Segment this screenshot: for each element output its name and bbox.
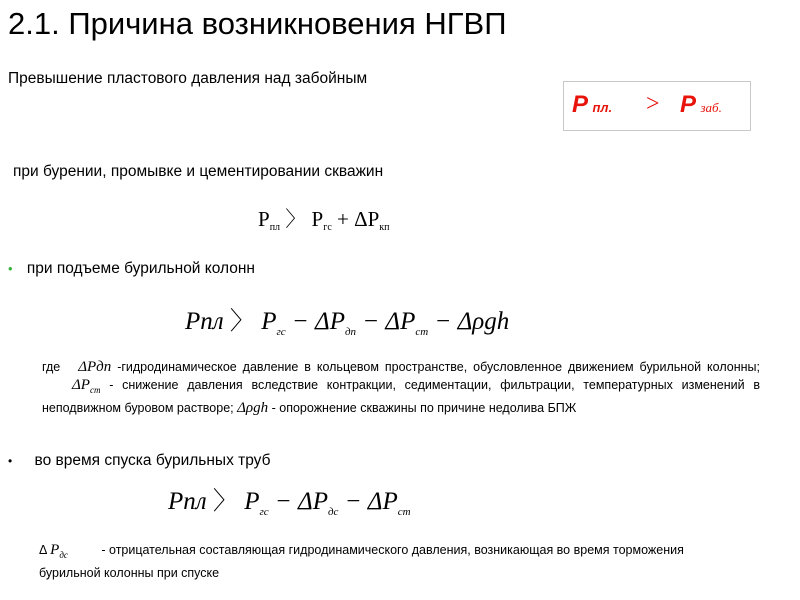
explanation-paragraph bbox=[42, 358, 760, 417]
f1-s1: пл bbox=[269, 222, 281, 233]
pressure-inequality-box bbox=[563, 81, 751, 131]
f2-bs: гс bbox=[276, 326, 286, 338]
note-symbol-sub: дс bbox=[59, 550, 68, 560]
sym-dp-static-main: ΔP bbox=[72, 377, 90, 393]
inequality-left-symbol: P bbox=[572, 91, 589, 118]
text-rho-gh: - опорожнение скважины по причине недолива БПЖ bbox=[271, 401, 577, 415]
f3-a: Pпл bbox=[168, 488, 207, 515]
note-text: - отрицательная составляющая гидродинамического давления, возникающая во время торможения бурильной колонны при спуске bbox=[39, 543, 684, 580]
inequality-right-sub: заб. bbox=[700, 100, 722, 115]
formula-drilling bbox=[258, 203, 390, 233]
f1-op: 〉 bbox=[285, 207, 307, 231]
inequality-operator: > bbox=[646, 91, 660, 117]
f3-op: 〉 bbox=[212, 488, 238, 515]
f2-c: − ΔP bbox=[291, 308, 345, 335]
f1-p1: P bbox=[258, 207, 270, 231]
sym-dp-static-sub: ст bbox=[89, 385, 101, 395]
bullet-icon: • bbox=[8, 261, 13, 276]
formula-tripping-out bbox=[185, 301, 509, 338]
section-tripping-in-label: во время спуска бурильных труб bbox=[34, 452, 271, 469]
f3-ds: ст bbox=[397, 506, 411, 518]
sym-dp-static bbox=[72, 377, 100, 393]
section-drilling: при бурении, промывке и цементировании скважин bbox=[13, 163, 384, 180]
section-tripping-in bbox=[8, 452, 270, 470]
f2-e: − Δρgh bbox=[434, 308, 510, 335]
section-tripping-out bbox=[8, 260, 255, 278]
f2-op: 〉 bbox=[229, 308, 255, 335]
sym-dp-annulus: ΔPдп bbox=[78, 359, 112, 375]
inequality-right-symbol: P bbox=[680, 91, 697, 118]
f3-d: − ΔP bbox=[344, 488, 398, 515]
f1-p2: P bbox=[311, 207, 324, 231]
f2-a: Pпл bbox=[185, 308, 224, 335]
note-symbol-main: P bbox=[50, 542, 60, 558]
sym-rho-gh: Δρgh bbox=[237, 400, 269, 416]
f1-plus: + ΔP bbox=[337, 207, 380, 231]
section-tripping-out-label: при подъеме бурильной колонн bbox=[26, 260, 255, 277]
note-symbol bbox=[50, 542, 68, 558]
f3-cs: дс bbox=[327, 506, 339, 518]
subtitle: Превышение пластового давления над забойным bbox=[8, 70, 368, 87]
where-label: где bbox=[42, 360, 61, 374]
f1-s3: кп bbox=[379, 222, 390, 233]
f3-b: P bbox=[244, 488, 260, 515]
f2-cs: дп bbox=[344, 326, 357, 338]
f3-c: − ΔP bbox=[274, 488, 328, 515]
formula-tripping-in bbox=[168, 481, 411, 518]
bullet-icon: • bbox=[8, 454, 13, 468]
f3-bs: гс bbox=[259, 506, 269, 518]
note-delta: Δ bbox=[39, 543, 47, 557]
f1-s2: гс bbox=[323, 222, 332, 233]
text-dp-annulus: -гидродинамическое давление в кольцевом пространстве, обусловленное движением бурильной колонны; bbox=[117, 360, 760, 374]
page-title: 2.1. Причина возникновения НГВП bbox=[8, 6, 507, 41]
f2-ds: ст bbox=[415, 326, 429, 338]
note-paragraph bbox=[39, 541, 719, 582]
text-dp-static: - снижение давления вследствие контракции, седиментации, фильтрации, температурных изменений в неподвижном буровом растворе; bbox=[42, 378, 760, 415]
f2-b: P bbox=[261, 308, 277, 335]
inequality-left-sub: пл. bbox=[592, 100, 613, 115]
f2-d: − ΔP bbox=[362, 308, 416, 335]
